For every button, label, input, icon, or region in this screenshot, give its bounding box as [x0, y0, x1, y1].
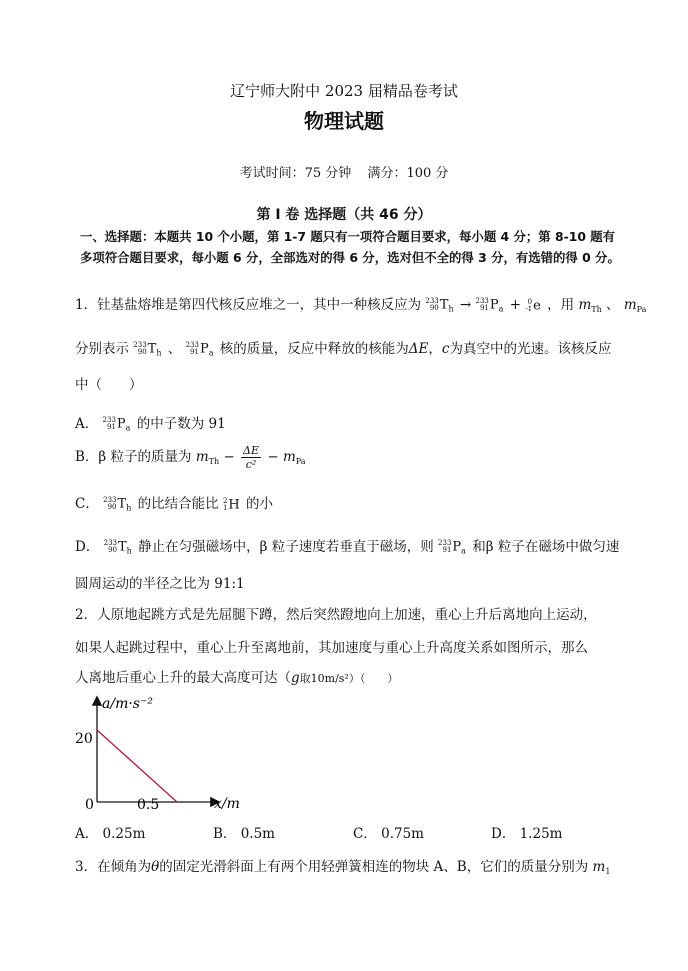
exam-info [0, 162, 688, 181]
q1-option-d: D． 233 90 $T_h$ 静止在匀强磁场中，β 粒子速度若垂直于磁场，则 233 91 $P_a$ 和β 粒子在磁场中做匀速 [75, 538, 620, 556]
school-title: 辽宁师大附中 2023 届精品卷考试 [230, 82, 458, 100]
pa-nuclide: 233 91 $P_a$ [475, 296, 504, 314]
q2-option-a: A． 0.25m [75, 826, 146, 842]
data-line [97, 730, 177, 802]
x-axis-label: x/m [214, 796, 240, 812]
q1-line-1: 1．钍基盐熔堆是第四代核反应堆之一，其中一种核反应为 233 90 $T_h$ → 233 91 $P_a$ + 0 -1 e ，用 $m_{Th}$ 、 $m_{Pa}$ [75, 296, 647, 314]
y-axis-label: a/m·s⁻² [102, 696, 153, 712]
q2-option-b: B． 0.5m [213, 826, 275, 842]
y-tick-label: 20 [75, 731, 93, 747]
q1-option-d-cont: 圆周运动的半径之比为 91:1 [75, 576, 245, 592]
q2-option-d: D． 1.25m [491, 826, 563, 842]
q1-option-b: B．β 粒子的质量为 $m_{Th}$ − $\frac{\Delta E}{\text{c²}}$ − $m_{Pa}$ [75, 444, 306, 471]
acceleration-height-graph [70, 690, 260, 815]
subject-title: 物理试题 [304, 109, 384, 133]
q1-line-2: 分别表示 233 90 $T_h$ 、 233 91 $P_a$ 核的质量，反应中释放的核能为ΔE，c为真空中的光速。该核反应 [75, 340, 612, 358]
q2-option-c: C． 0.75m [353, 826, 424, 842]
q3-line-1: 3．在倾角为θ的固定光滑斜面上有两个用轻弹簧相连的物块 A、B，它们的质量分别为 $m_1$ [75, 859, 611, 876]
q1-option-a: A． 233 91 $P_a$ 的中子数为 91 [75, 415, 226, 433]
q2-line-2: 如果人起跳过程中，重心上升至离地前，其加速度与重心上升高度关系如图所示，那么 [75, 640, 588, 656]
q1-option-c: C． 233 90 $T_h$ 的比结合能比 2 1 H 的小 [75, 495, 274, 513]
th-nuclide: 233 90 $T_h$ [425, 296, 454, 314]
section-title: 第 Ⅰ 卷 选择题（共 46 分） [256, 207, 432, 223]
q2-line-3: 人离地后重心上升的最大高度可达（g取10m/s²）（ ） [75, 670, 399, 686]
origin-label: 0 [85, 797, 94, 813]
exam-time: 考试时间：75 分钟 [239, 166, 352, 181]
q2-line-1: 2．人原地起跳方式是先屈腿下蹲，然后突然蹬地向上加速，重心上升后离地向上运动， [75, 607, 597, 623]
q1-line-3: 中（ ） [75, 377, 143, 393]
exam-score: 满分：100 分 [367, 166, 449, 181]
electron: 0 -1 e [525, 297, 541, 313]
x-tick-label: 0.5 [137, 797, 160, 813]
section-instructions: 一、选择题：本题共 10 个小题，第 1-7 题只有一项符合题目要求，每小题 4 分；第 8-10 题有多项符合题目要求，每小题 6 分，全部选对的得 6 分，选对但不全的得 3 分，有选错的得 0 分。 [80, 229, 620, 265]
